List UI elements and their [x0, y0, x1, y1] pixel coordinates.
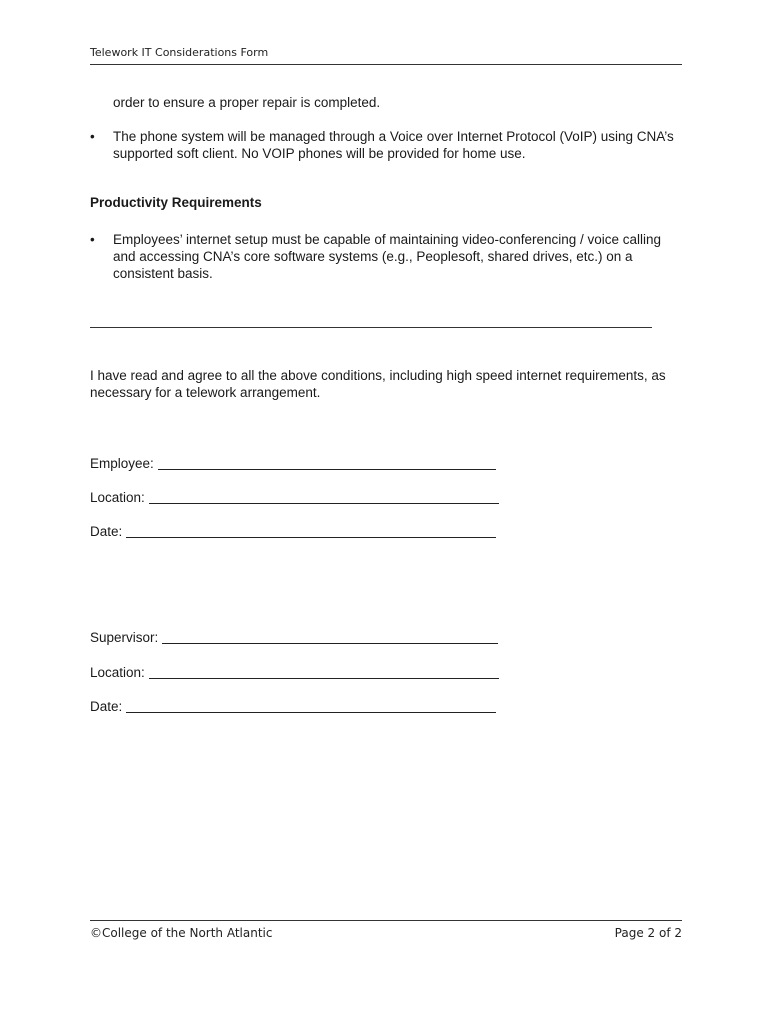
supervisor-date-row [90, 695, 496, 715]
supervisor-label: Supervisor: [90, 630, 159, 645]
employee-signature-field[interactable] [158, 469, 496, 470]
copyright-text: ©College of the North Atlantic [90, 926, 273, 940]
continuation-paragraph: order to ensure a proper repair is completed. [113, 95, 381, 110]
supervisor-signature-row [90, 626, 498, 646]
supervisor-date-label: Date: [90, 699, 123, 714]
agreement-statement: I have read and agree to all the above conditions, including high speed internet requirements, as necessary for a telework arrangement. [90, 368, 666, 400]
bullet-icon: • [90, 232, 95, 247]
productivity-heading: Productivity Requirements [90, 195, 262, 210]
section-divider [90, 327, 652, 328]
document-title: Telework IT Considerations Form [90, 46, 269, 59]
supervisor-location-row [90, 661, 499, 681]
employee-location-field[interactable] [149, 503, 499, 504]
supervisor-signature-field[interactable] [162, 643, 498, 644]
employee-location-row [90, 486, 499, 506]
supervisor-location-field[interactable] [149, 678, 499, 679]
supervisor-date-field[interactable] [126, 712, 496, 713]
page-footer [90, 920, 682, 947]
employee-date-row [90, 520, 496, 540]
employee-signature-row [90, 452, 496, 472]
productivity-text: Employees’ internet setup must be capable of maintaining video-conferencing / voice calling and accessing CNA’s core software systems (e.g., Peoplesoft, shared drives, etc.) on a consistent basis. [113, 232, 662, 281]
bullet-icon: • [90, 129, 95, 144]
page-header [90, 46, 682, 65]
employee-label: Employee: [90, 456, 154, 471]
employee-date-label: Date: [90, 524, 123, 539]
supervisor-location-label: Location: [90, 665, 145, 680]
employee-location-label: Location: [90, 490, 145, 505]
page-number: Page 2 of 2 [614, 926, 682, 940]
phone-system-text: The phone system will be managed through a Voice over Internet Protocol (VoIP) using CNA’s supported soft client. No VOIP phones will be provided for home use. [113, 129, 674, 161]
employee-date-field[interactable] [126, 537, 496, 538]
